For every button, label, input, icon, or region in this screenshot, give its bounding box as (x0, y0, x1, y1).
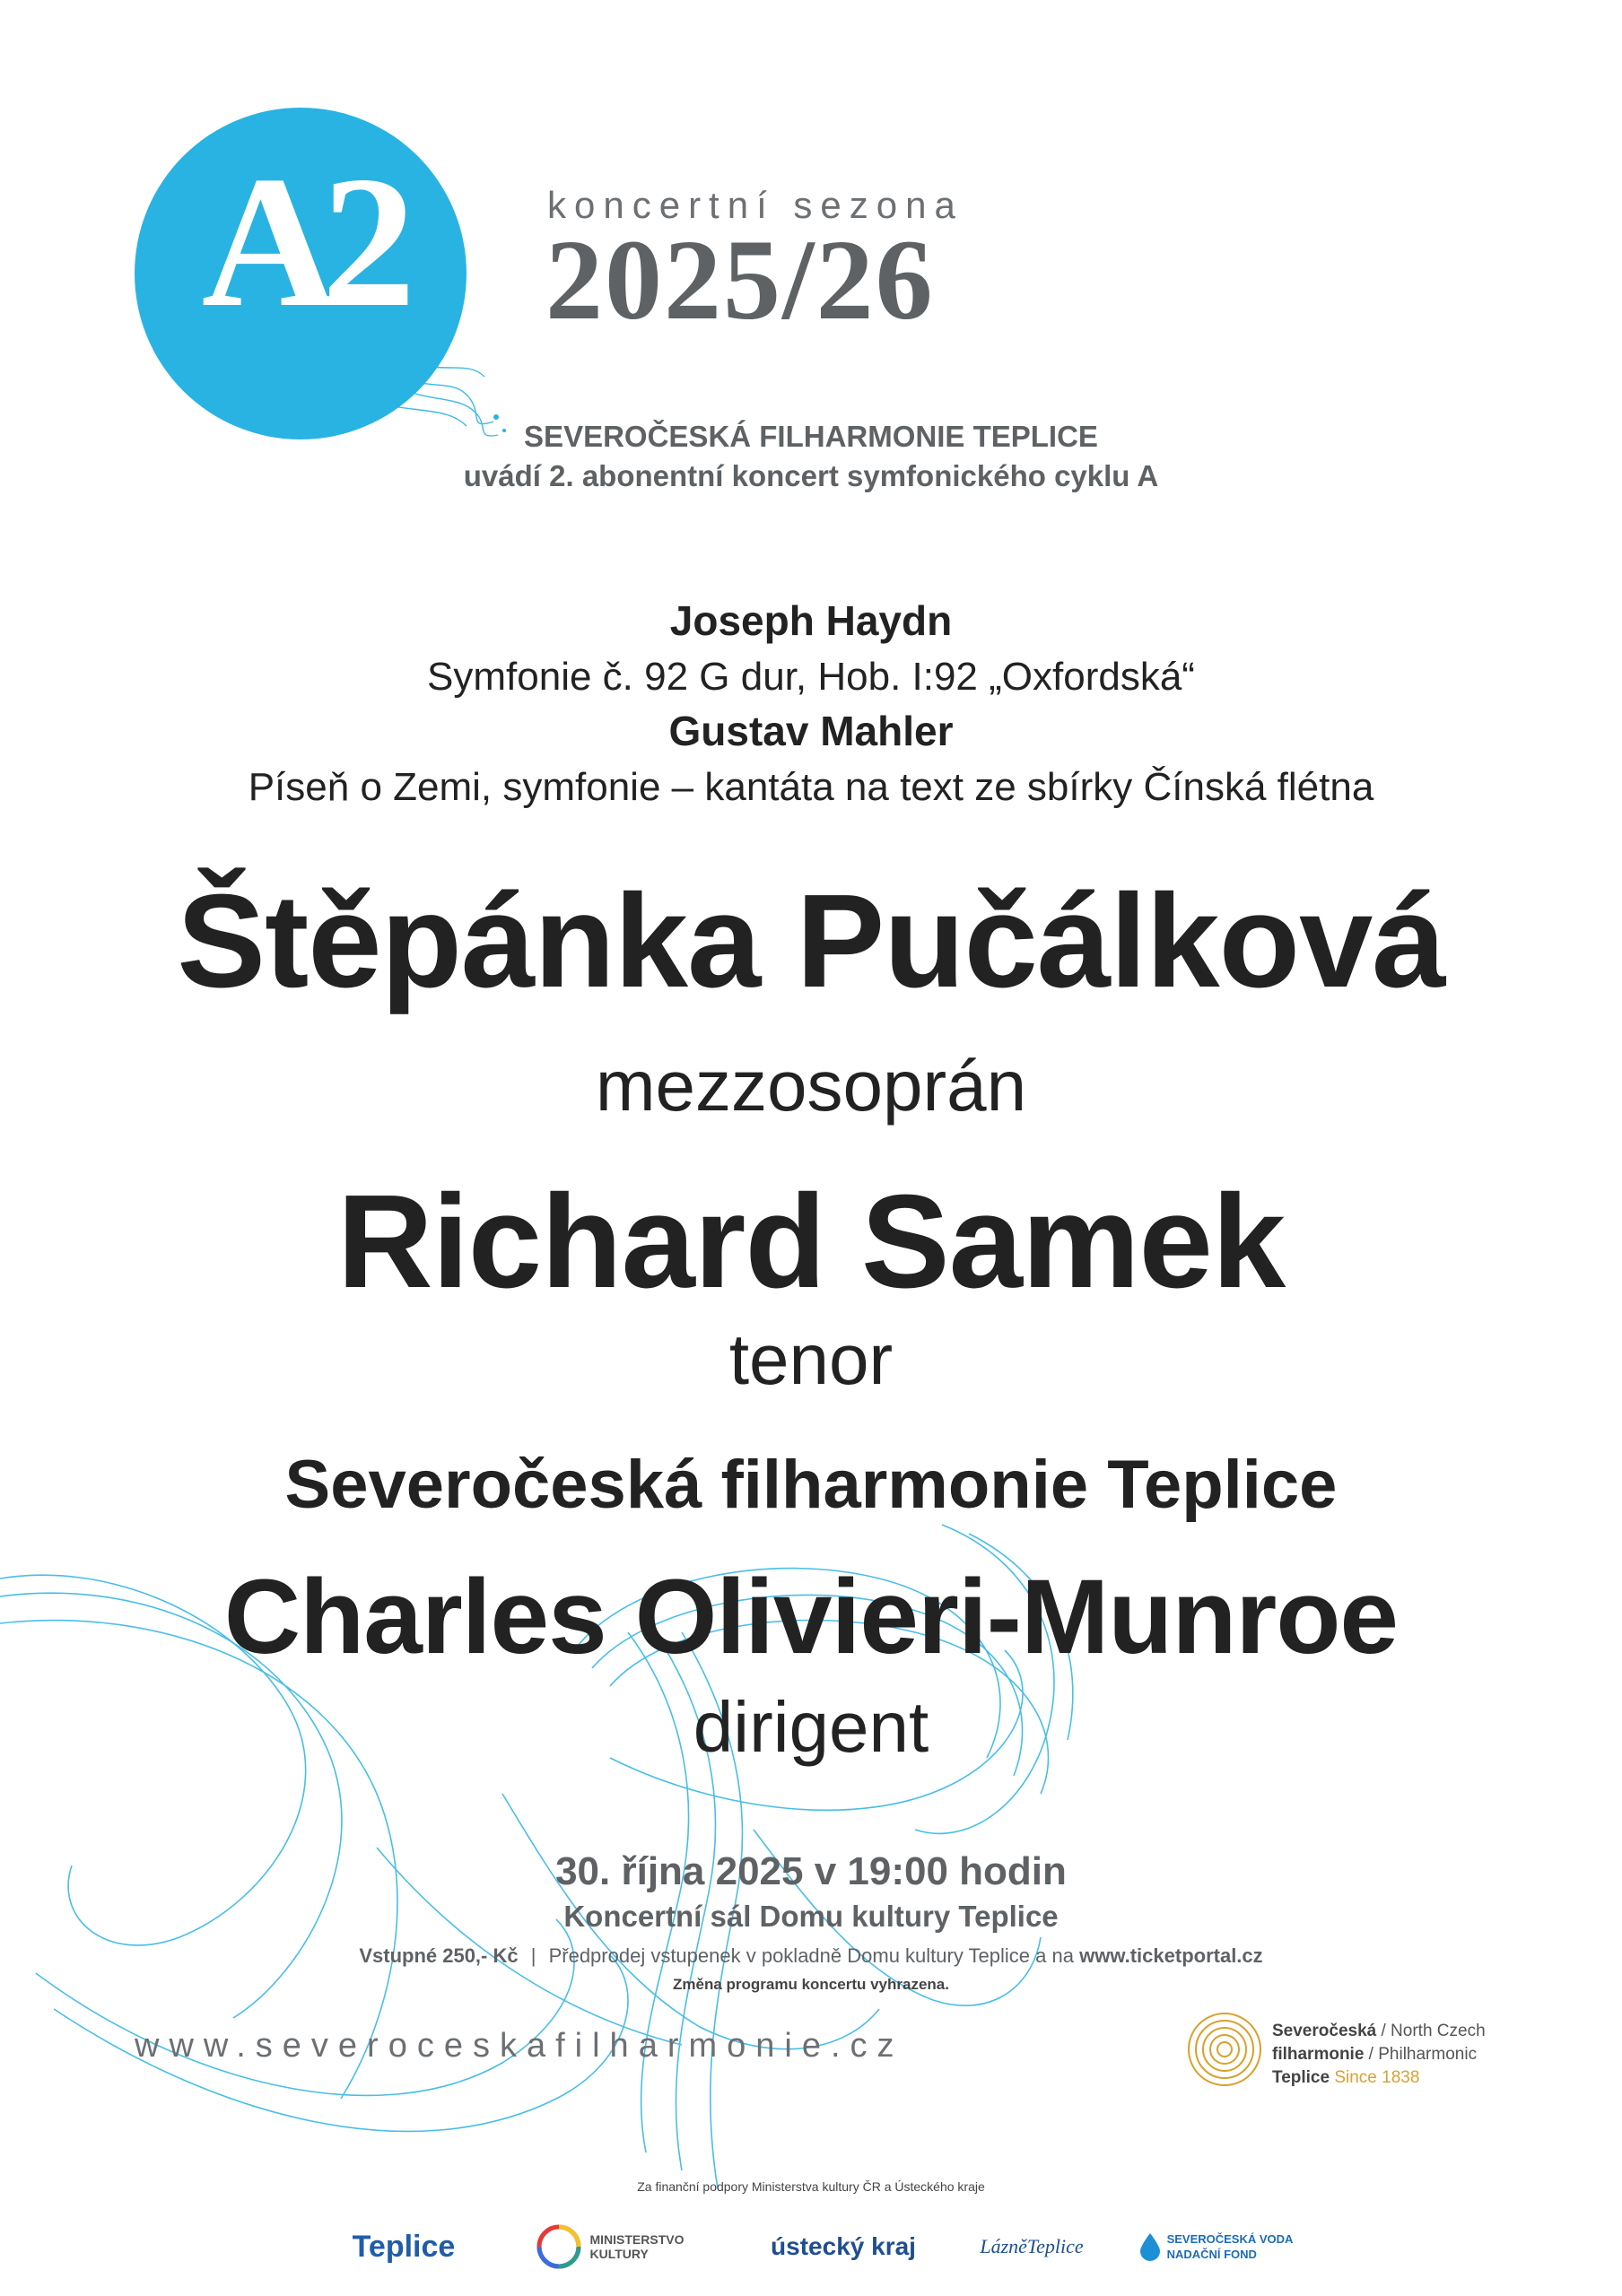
event-date: 30. října 2025 v 19:00 hodin (555, 1849, 1067, 1893)
support-text: Za finanční podpory Ministerstva kultury ČR a Ústeckého kraje (637, 2179, 985, 2194)
ticket-info (0, 1944, 1622, 1968)
sponsor-region-logo: ústecký kraj (771, 2232, 916, 2260)
performer-role: mezzosoprán (595, 1046, 1027, 1126)
ministry-emblem-icon (536, 2223, 582, 2270)
concert-intro: uvádí 2. abonentní koncert symfonického cyklu A (463, 459, 1159, 492)
performer-role: tenor (728, 1319, 894, 1399)
separator: | (530, 1944, 536, 1967)
performer-name: Richard Samek (336, 1168, 1286, 1316)
sponsor-teplice-logo: Teplice (352, 2229, 456, 2264)
website-url[interactable]: www.severoceskafilharmonie.cz (135, 2027, 904, 2065)
spiral-logo-icon (1184, 2009, 1265, 2090)
conductor-role: dirigent (693, 1687, 929, 1767)
work-title: Symfonie č. 92 G dur, Hob. I:92 „Oxfordská“ (427, 655, 1195, 699)
presale-info: Předprodej vstupenek v pokladně Domu kultury Teplice a na (548, 1944, 1074, 1967)
work-title: Píseň o Zemi, symfonie – kantáta na text ze sbírky Čínská flétna (248, 765, 1374, 809)
event-venue: Koncertní sál Domu kultury Teplice (563, 1900, 1059, 1933)
orchestra-name: Severočeská filharmonie Teplice (284, 1447, 1338, 1523)
conductor-name: Charles Olivieri-Munroe (223, 1558, 1399, 1676)
presenter-heading: SEVEROČESKÁ FILHARMONIE TEPLICE (524, 420, 1098, 453)
composer-name: Gustav Mahler (668, 708, 954, 754)
sponsor-spa-logo: LázněTeplice (980, 2235, 1084, 2257)
performer-name: Štěpánka Pučálková (177, 867, 1445, 1015)
season-logo-mark: A2 (201, 138, 400, 346)
sponsor-ministry-logo: MINISTERSTVO KULTURY (520, 2220, 700, 2274)
admission-price: Vstupné 250,- Kč (359, 1944, 519, 1967)
water-drop-icon (1138, 2231, 1162, 2262)
season-subtitle: koncertní sezona (547, 184, 964, 226)
since-year: Since 1838 (1334, 2068, 1420, 2087)
ticket-site-link[interactable]: www.ticketportal.cz (1079, 1944, 1263, 1967)
orchestra-logo-text: Severočeská / North Czech filharmonie / Philharmonic Teplice Since 1838 (1272, 2022, 1486, 2087)
composer-name: Joseph Haydn (669, 597, 953, 644)
sponsor-water-logo: SEVEROČESKÁ VODA NADAČNÍ FOND (1126, 2220, 1305, 2274)
season-years: 2025/26 (545, 216, 935, 344)
program-change-note: Změna programu koncertu vyhrazena. (673, 1976, 949, 1993)
